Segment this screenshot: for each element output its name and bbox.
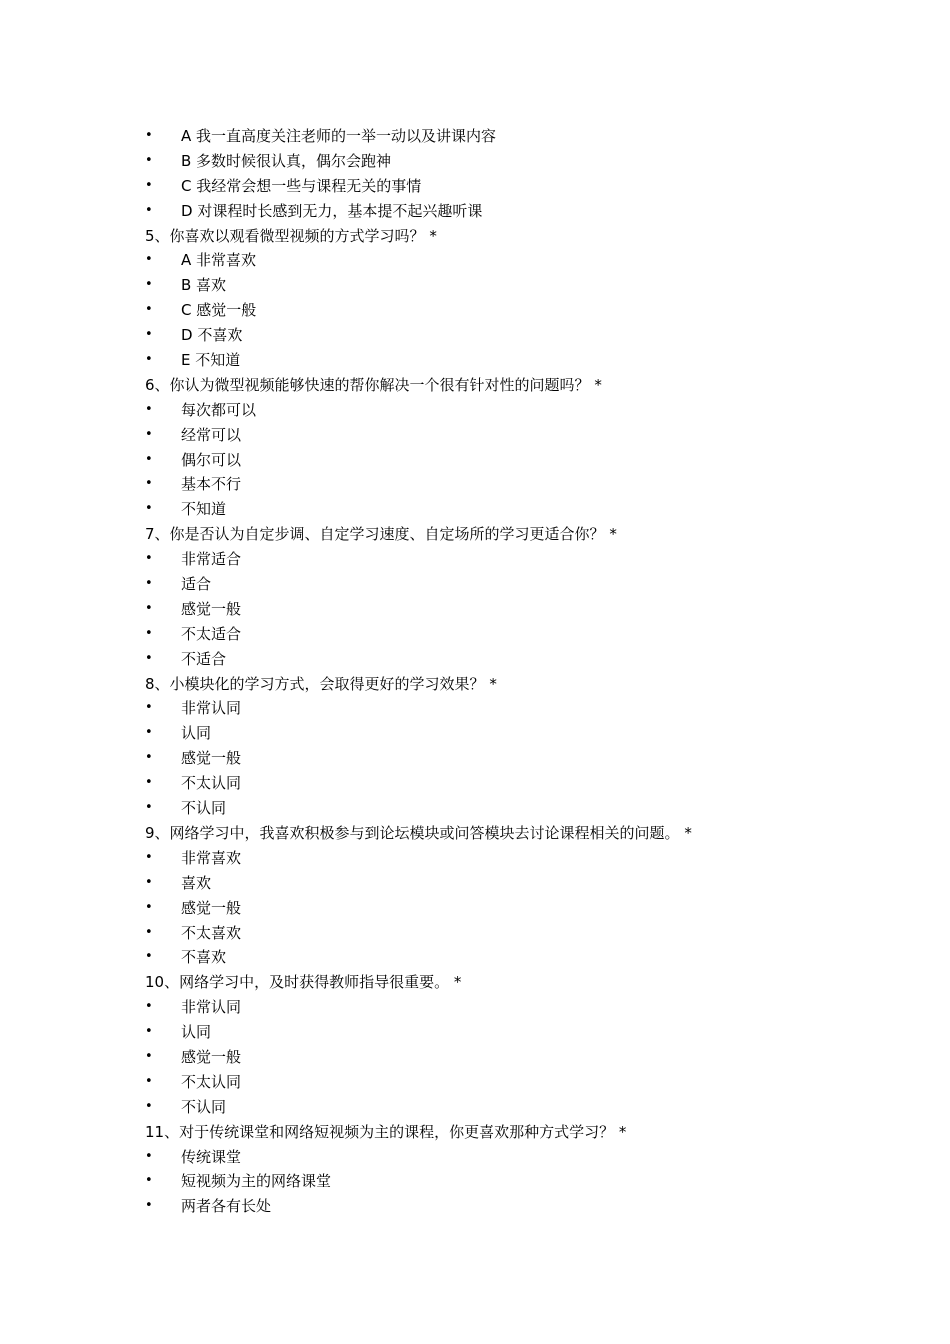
option-text: 基本不行 bbox=[181, 475, 242, 494]
option-item bbox=[0, 896, 950, 921]
option-text: 不知道 bbox=[181, 500, 227, 519]
option-text: 不认同 bbox=[181, 1097, 227, 1116]
option-text: 感觉一般 bbox=[181, 749, 242, 768]
option-item bbox=[0, 149, 950, 174]
option-text: 不认同 bbox=[181, 799, 227, 818]
bullet-icon: • bbox=[145, 750, 153, 766]
option-item bbox=[0, 1145, 950, 1170]
bullet-icon: • bbox=[145, 476, 153, 492]
bullet-icon: • bbox=[145, 1073, 153, 1089]
question-text: 8、小模块化的学习方式，会取得更好的学习效果？ * bbox=[145, 674, 497, 693]
bullet-icon: • bbox=[145, 1198, 153, 1214]
option-item bbox=[0, 1045, 950, 1070]
option-text: 不太适合 bbox=[181, 624, 242, 643]
option-text: 经常可以 bbox=[181, 425, 242, 444]
option-text: 短视频为主的网络课堂 bbox=[181, 1172, 332, 1191]
bullet-icon: • bbox=[145, 924, 153, 940]
bullet-icon: • bbox=[145, 949, 153, 965]
option-item bbox=[0, 348, 950, 373]
bullet-icon: • bbox=[145, 700, 153, 716]
bullet-icon: • bbox=[145, 128, 153, 143]
option-text: 感觉一般 bbox=[181, 898, 242, 917]
bullet-icon: • bbox=[145, 277, 153, 293]
option-item bbox=[0, 323, 950, 348]
option-text: 不太认同 bbox=[181, 774, 242, 793]
bullet-icon: • bbox=[145, 650, 153, 666]
option-item bbox=[0, 124, 950, 149]
option-text: 两者各有长处 bbox=[181, 1197, 272, 1216]
option-text: 非常认同 bbox=[181, 699, 242, 718]
option-item bbox=[0, 448, 950, 473]
option-item bbox=[0, 1070, 950, 1095]
option-item bbox=[0, 721, 950, 746]
option-text: D 对课程时长感到无力，基本提不起兴趣听课 bbox=[181, 201, 483, 220]
option-item bbox=[0, 298, 950, 323]
question-text: 9、网络学习中，我喜欢积极参与到论坛模块或问答模块去讨论课程相关的问题。 * bbox=[145, 823, 692, 842]
option-text: 非常认同 bbox=[181, 998, 242, 1017]
option-text: 认同 bbox=[181, 724, 212, 743]
bullet-icon: • bbox=[145, 775, 153, 791]
bullet-icon: • bbox=[145, 576, 153, 592]
option-text: 感觉一般 bbox=[181, 599, 242, 618]
option-item bbox=[0, 199, 950, 224]
option-item bbox=[0, 174, 950, 199]
bullet-icon: • bbox=[145, 1148, 153, 1164]
option-item bbox=[0, 248, 950, 273]
bullet-icon: • bbox=[145, 600, 153, 616]
option-item bbox=[0, 273, 950, 298]
option-text: C 我经常会想一些与课程无关的事情 bbox=[181, 176, 422, 195]
option-item bbox=[0, 622, 950, 647]
bullet-icon: • bbox=[145, 1048, 153, 1064]
bullet-icon: • bbox=[145, 800, 153, 816]
bullet-icon: • bbox=[145, 874, 153, 890]
option-item bbox=[0, 423, 950, 448]
question-text: 7、你是否认为自定步调、自定学习速度、自定场所的学习更适合你？ * bbox=[145, 525, 617, 544]
option-text: C 感觉一般 bbox=[181, 301, 257, 320]
option-item bbox=[0, 846, 950, 871]
option-text: 非常适合 bbox=[181, 550, 242, 569]
bullet-icon: • bbox=[145, 551, 153, 567]
bullet-icon: • bbox=[145, 327, 153, 343]
option-item bbox=[0, 547, 950, 572]
option-item bbox=[0, 647, 950, 672]
bullet-icon: • bbox=[145, 1098, 153, 1114]
bullet-icon: • bbox=[145, 302, 153, 318]
option-item bbox=[0, 1095, 950, 1120]
bullet-icon: • bbox=[145, 177, 153, 193]
option-item bbox=[0, 597, 950, 622]
option-text: 认同 bbox=[181, 1023, 212, 1042]
bullet-icon: • bbox=[145, 152, 153, 168]
option-text: 非常喜欢 bbox=[181, 848, 242, 867]
bullet-icon: • bbox=[145, 501, 153, 517]
option-text: 适合 bbox=[181, 575, 212, 594]
bullet-icon: • bbox=[145, 725, 153, 741]
option-text: 偶尔可以 bbox=[181, 450, 242, 469]
option-item bbox=[0, 1169, 950, 1194]
option-item bbox=[0, 398, 950, 423]
option-item bbox=[0, 1194, 950, 1219]
option-text: 每次都可以 bbox=[181, 400, 257, 419]
bullet-icon: • bbox=[145, 999, 153, 1015]
option-text: D 不喜欢 bbox=[181, 326, 243, 345]
bullet-icon: • bbox=[145, 849, 153, 865]
question-text: 11、对于传统课堂和网络短视频为主的课程，你更喜欢那种方式学习？ * bbox=[145, 1122, 627, 1141]
option-item bbox=[0, 696, 950, 721]
option-text: 不适合 bbox=[181, 649, 227, 668]
option-text: 喜欢 bbox=[181, 873, 212, 892]
option-text: B 喜欢 bbox=[181, 276, 227, 295]
bullet-icon: • bbox=[145, 252, 153, 268]
question-text: 10、网络学习中，及时获得教师指导很重要。 * bbox=[145, 973, 462, 992]
bullet-icon: • bbox=[145, 451, 153, 467]
option-text: B 多数时候很认真，偶尔会跑神 bbox=[181, 151, 392, 170]
bullet-icon: • bbox=[145, 625, 153, 641]
bullet-icon: • bbox=[145, 426, 153, 442]
bullet-icon: • bbox=[145, 1173, 153, 1189]
option-item bbox=[0, 871, 950, 896]
option-text: 不太喜欢 bbox=[181, 923, 242, 942]
bullet-icon: • bbox=[145, 352, 153, 368]
option-text: 不太认同 bbox=[181, 1072, 242, 1091]
question-text: 6、你认为微型视频能够快速的帮你解决一个很有针对性的问题吗？ * bbox=[145, 375, 602, 394]
option-text: A 我一直高度关注老师的一举一动以及讲课内容 bbox=[181, 127, 497, 145]
option-item bbox=[0, 472, 950, 497]
question-text: 5、你喜欢以观看微型视频的方式学习吗？ * bbox=[145, 226, 437, 245]
option-text: 传统课堂 bbox=[181, 1147, 242, 1166]
bullet-icon: • bbox=[145, 899, 153, 915]
option-item bbox=[0, 1020, 950, 1045]
option-text: A 非常喜欢 bbox=[181, 251, 257, 270]
option-text: E 不知道 bbox=[181, 351, 241, 370]
option-text: 不喜欢 bbox=[181, 948, 227, 967]
option-item bbox=[0, 497, 950, 522]
bullet-icon: • bbox=[145, 202, 153, 218]
option-item bbox=[0, 995, 950, 1020]
option-item bbox=[0, 796, 950, 821]
option-item bbox=[0, 771, 950, 796]
option-item bbox=[0, 921, 950, 946]
option-item bbox=[0, 945, 950, 970]
bullet-icon: • bbox=[145, 1024, 153, 1040]
option-item bbox=[0, 572, 950, 597]
option-item bbox=[0, 746, 950, 771]
option-text: 感觉一般 bbox=[181, 1047, 242, 1066]
document-page bbox=[0, 124, 950, 1219]
bullet-icon: • bbox=[145, 401, 153, 417]
